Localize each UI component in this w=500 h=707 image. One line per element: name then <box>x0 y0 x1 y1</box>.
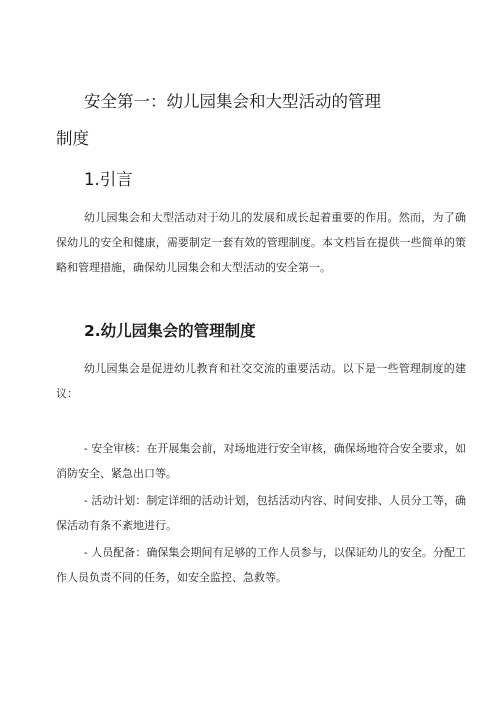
bullet-staffing: - 人员配备：确保集会期间有足够的工作人员参与，以保证幼儿的安全。分配工作人员负责不同的任务，如安全监控、急救等。 <box>56 546 466 584</box>
section-heading-intro: 1.引言 <box>84 170 133 189</box>
intro-paragraph: 幼儿园集会和大型活动对于幼儿的发展和成长起着重要的作用。然而，为了确保幼儿的安全和健康，需要制定一套有效的管理制度。本文档旨在提供一些简单的策略和管理措施，确保幼儿园集会和大型活动的安全第一。 <box>56 211 466 274</box>
assembly-intro-paragraph: 幼儿园集会是促进幼儿教育和社交交流的重要活动。以下是一些管理制度的建议： <box>56 362 466 400</box>
document-title-line1: 安全第一：幼儿园集会和大型活动的管理 <box>84 92 381 111</box>
bullet-activity-plan: - 活动计划：制定详细的活动计划，包括活动内容、时间安排、人员分工等，确保活动有条不紊地进行。 <box>56 494 466 532</box>
section-heading-assembly-management: 2.幼儿园集会的管理制度 <box>84 322 256 340</box>
bullet-safety-review: - 安全审核：在开展集会前，对场地进行安全审核，确保场地符合安全要求，如消防安全、紧急出口等。 <box>56 442 466 480</box>
document-title-line2: 制度 <box>56 129 89 148</box>
